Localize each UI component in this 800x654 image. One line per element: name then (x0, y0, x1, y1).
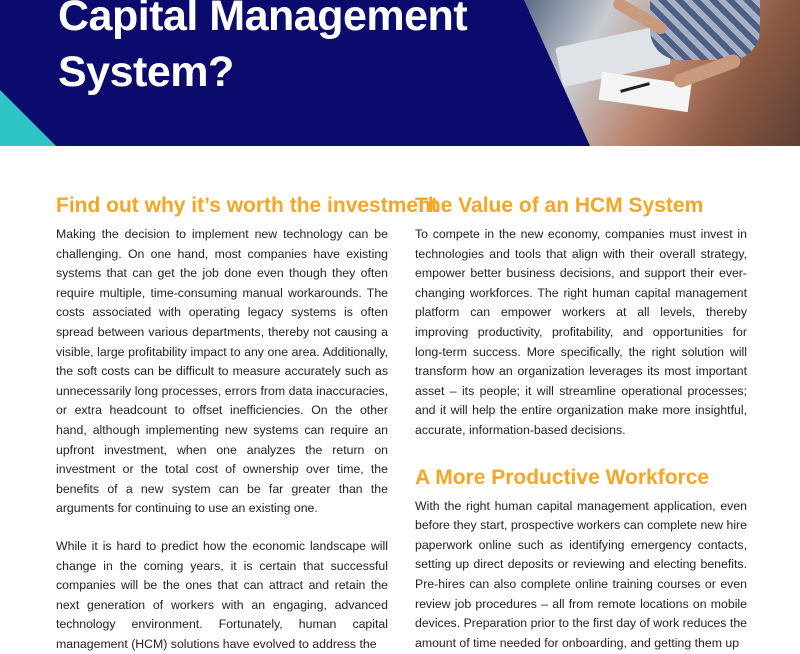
office-meeting-photo (500, 0, 800, 146)
page-title-line-1: Capital Management (58, 0, 468, 40)
section-heading-investment: Find out why it’s worth the investment (56, 194, 438, 217)
paragraph: While it is hard to predict how the economic landscape will change in the coming years, it is certain that successful companies will be the ones that can attract and retain the next generation of workers with an engaging, advanced technology environment. Fortunately, human capital management (HCM) solutions have evolved to address the (56, 538, 388, 651)
teal-accent-triangle (0, 90, 56, 146)
page-title (58, 0, 467, 100)
section-heading-productive-workforce: A More Productive Workforce (415, 465, 710, 489)
left-column (56, 193, 438, 654)
paragraph: To compete in the new economy, companies must invest in technologies and tools that align with their overall strategy, empower better business decisions, and support their ever-changing workforces. The right human capital management platform can empower workers at all levels, thereby improving productivity, profitability, and opportunities for long-term success. More specifically, the right solution will transform how an organization leverages its most important asset – its people; it will streamline operational processes; and it will help the entire organization make more insightful, accurate, information-based decisions. (415, 227, 747, 437)
header-banner (0, 0, 800, 146)
page-title-line-2: System? (58, 48, 234, 96)
section-heading-hcm-value: The Value of an HCM System (415, 194, 704, 217)
right-column (415, 193, 747, 653)
paragraph: With the right human capital management application, even before they start, prospective workers can complete new hire paperwork online such as identifying emergency contacts, setting up direct deposits or reviewing and electing benefits. Pre-hires can also complete online training courses or even review job procedures – all from remote locations on mobile devices. Preparation prior to the first day of work reduces the amount of time needed for onboarding, and getting them up (415, 498, 747, 650)
paragraph: Making the decision to implement new technology can be challenging. On one hand, most companies have existing systems that can get the job done even though they often require multiple, time-consuming manual workarounds. The costs associated with operating legacy systems is often spread between various departments, thereby not causing a visible, large profitability impact to any one area. Additionally, the soft costs can be difficult to measure accurately such as unnecessarily long processes, errors from data inaccuracies, or extra headcount to offset inefficiencies. On the other hand, although implementing new systems can require an upfront investment, when one analyzes the return on investment or the total cost of ownership over time, the benefits of a new system can be far greater than the arguments for continuing to use an existing one. (56, 227, 388, 516)
